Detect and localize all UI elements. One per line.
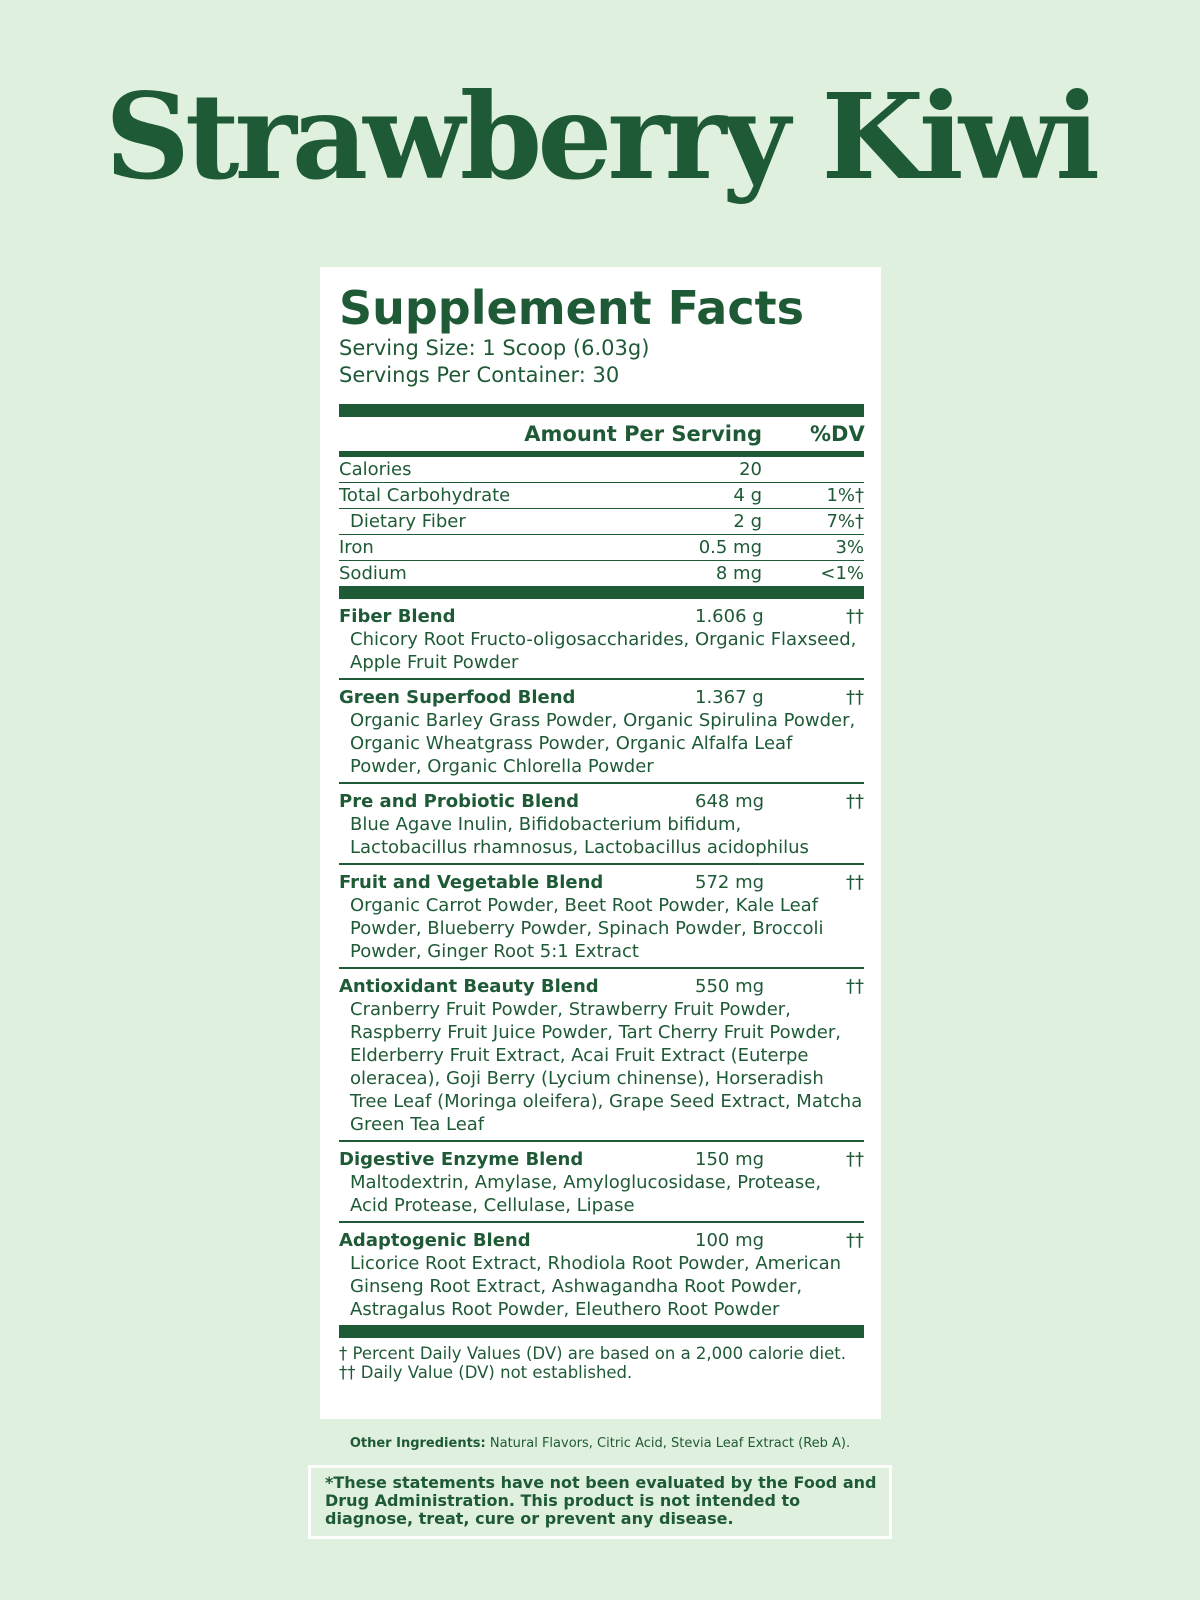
blend-dv: †† xyxy=(846,1149,864,1170)
blend-item xyxy=(339,969,864,1142)
nutrient-amount: 20 xyxy=(739,459,762,480)
blend-name: Fruit and Vegetable Blend xyxy=(339,872,604,893)
serving-size: Serving Size: 1 Scoop (6.03g) xyxy=(339,336,650,360)
servings-per-container: Servings Per Container: 30 xyxy=(339,363,620,387)
nutrient-amount: 8 mg xyxy=(715,563,762,584)
blend-item xyxy=(339,599,864,680)
column-amount-header: Amount Per Serving xyxy=(524,422,762,446)
nutrient-dv: <1% xyxy=(820,563,864,584)
blend-dv: †† xyxy=(846,687,864,708)
footnote-dv-basis: † Percent Daily Values (DV) are based on a 2,000 calorie diet. xyxy=(339,1344,846,1363)
blend-amount: 550 mg xyxy=(695,976,765,997)
blend-name: Antioxidant Beauty Blend xyxy=(339,976,599,997)
nutrient-amount: 0.5 mg xyxy=(698,537,762,558)
nutrient-row xyxy=(339,457,864,483)
nutrient-amount: 2 g xyxy=(733,511,762,532)
blend-amount: 1.606 g xyxy=(695,606,764,627)
nutrient-dv: 1%† xyxy=(826,485,864,506)
blend-amount: 150 mg xyxy=(695,1149,765,1170)
blend-amount: 1.367 g xyxy=(695,687,764,708)
nutrient-name: Dietary Fiber xyxy=(350,511,466,532)
blend-item xyxy=(339,1223,864,1325)
blend-item xyxy=(339,784,864,865)
divider-thick xyxy=(339,586,864,599)
blend-dv: †† xyxy=(846,606,864,627)
nutrient-name: Calories xyxy=(339,459,412,480)
blend-amount: 100 mg xyxy=(695,1230,765,1251)
column-dv-header: %DV xyxy=(810,422,865,446)
fda-disclaimer: *These statements have not been evaluated by the Food and Drug Administration. This product is not intended to diagnose, treat, cure or prevent any disease. xyxy=(308,1465,892,1539)
product-title: Strawberry Kiwi xyxy=(104,67,1096,206)
blend-item xyxy=(339,1142,864,1223)
blend-name: Green Superfood Blend xyxy=(339,687,576,708)
blend-item xyxy=(339,865,864,969)
blend-dv: †† xyxy=(846,976,864,997)
nutrient-row xyxy=(339,561,864,586)
facts-heading: Supplement Facts xyxy=(339,281,804,335)
blend-ingredients: Blue Agave Inulin, Bifidobacterium bifidum, Lactobacillus rhamnosus, Lactobacillus acidophilus xyxy=(350,814,809,858)
blend-amount: 572 mg xyxy=(695,872,765,893)
blend-ingredients: Cranberry Fruit Powder, Strawberry Fruit Powder, Raspberry Fruit Juice Powder, Tart Cherry Fruit Powder, Elderberry Fruit Extract, Acai Fruit Extract (Euterpe oleracea), Goji Berry (Lycium chinense), Horseradish Tree Leaf (Moringa oleifera), Grape Seed Extract, Matcha Green Tea Leaf xyxy=(350,999,863,1135)
column-header xyxy=(339,417,864,451)
blend-ingredients: Maltodextrin, Amylase, Amyloglucosidase, Protease, Acid Protease, Cellulase, Lipase xyxy=(350,1172,822,1216)
other-ingredients-label: Other Ingredients: xyxy=(349,1436,486,1451)
blend-name: Pre and Probiotic Blend xyxy=(339,791,580,812)
nutrient-name: Iron xyxy=(339,537,374,558)
nutrient-table xyxy=(339,457,864,586)
divider-thick xyxy=(339,404,864,417)
nutrient-dv: 7%† xyxy=(826,511,864,532)
blend-ingredients: Chicory Root Fructo-oligosaccharides, Organic Flaxseed, Apple Fruit Powder xyxy=(350,629,857,673)
blend-dv: †† xyxy=(846,872,864,893)
other-ingredients-text: Natural Flavors, Citric Acid, Stevia Leaf Extract (Reb A). xyxy=(489,1436,851,1451)
other-ingredients xyxy=(0,1436,1200,1451)
nutrient-amount: 4 g xyxy=(733,485,762,506)
supplement-facts-panel xyxy=(320,267,881,1419)
blend-name: Digestive Enzyme Blend xyxy=(339,1149,584,1170)
divider-thick xyxy=(339,1325,864,1338)
footnote-dv-not-established: †† Daily Value (DV) not established. xyxy=(339,1363,633,1382)
nutrient-name: Total Carbohydrate xyxy=(339,485,511,506)
nutrient-name: Sodium xyxy=(339,563,407,584)
blend-ingredients: Organic Carrot Powder, Beet Root Powder, Kale Leaf Powder, Blueberry Powder, Spinach Powder, Broccoli Powder, Ginger Root 5:1 Extract xyxy=(350,895,824,962)
blend-name: Fiber Blend xyxy=(339,606,456,627)
blend-name: Adaptogenic Blend xyxy=(339,1230,531,1251)
nutrient-row xyxy=(339,535,864,561)
blend-amount: 648 mg xyxy=(695,791,765,812)
blend-list xyxy=(339,599,864,1325)
blend-dv: †† xyxy=(846,791,864,812)
blend-ingredients: Licorice Root Extract, Rhodiola Root Powder, American Ginseng Root Extract, Ashwagandha Root Powder, Astragalus Root Powder, Eleuthero Root Powder xyxy=(350,1253,842,1320)
blend-item xyxy=(339,680,864,784)
nutrient-row xyxy=(339,483,864,509)
blend-dv: †† xyxy=(846,1230,864,1251)
footnotes xyxy=(339,1338,864,1382)
nutrient-row xyxy=(339,509,864,535)
nutrient-dv: 3% xyxy=(835,537,864,558)
blend-ingredients: Organic Barley Grass Powder, Organic Spirulina Powder, Organic Wheatgrass Powder, Organic Alfalfa Leaf Powder, Organic Chlorella Powder xyxy=(350,710,856,777)
